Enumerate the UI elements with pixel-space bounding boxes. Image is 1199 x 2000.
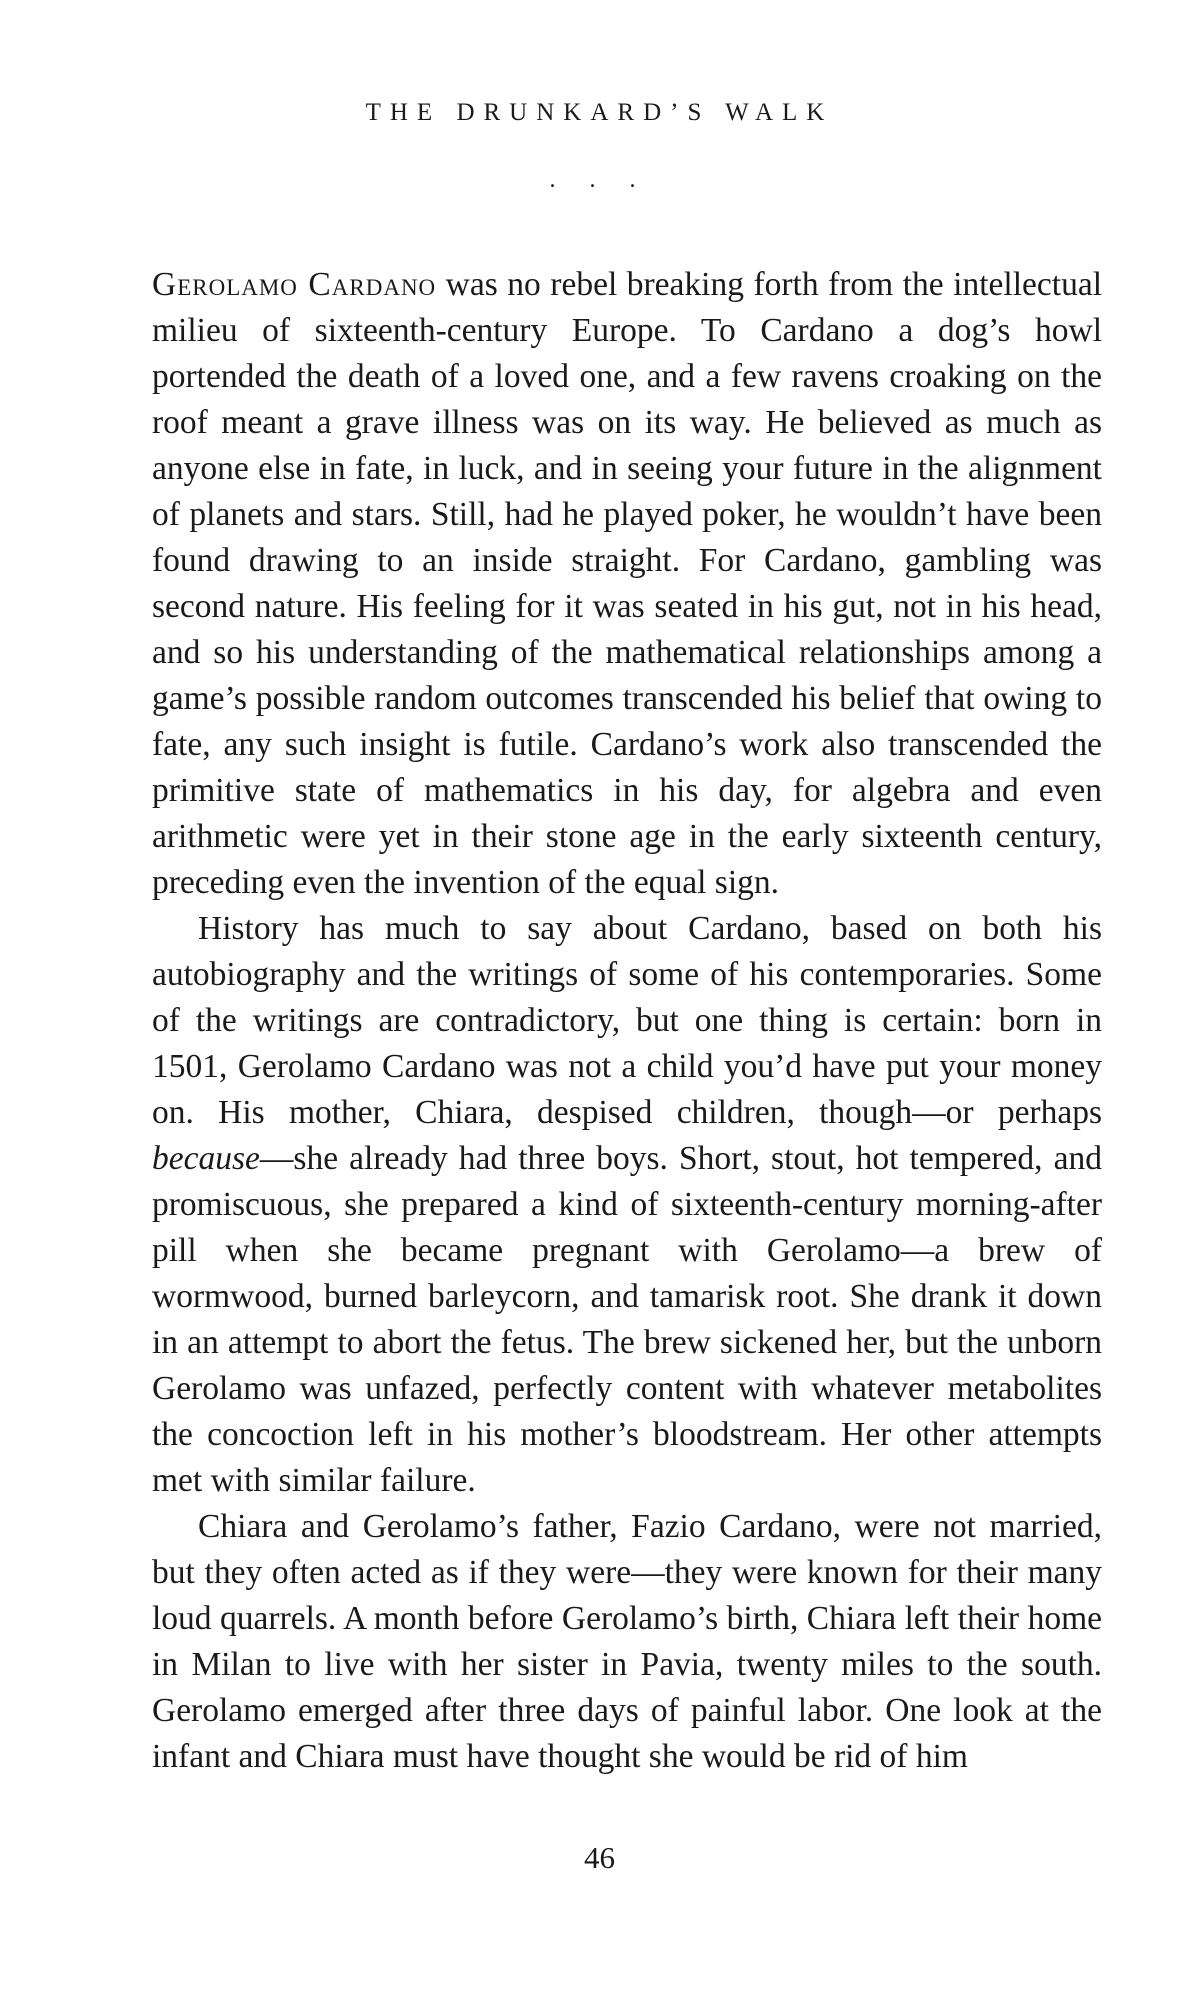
section-break-ornament: . . . bbox=[549, 167, 650, 193]
page-number: 46 bbox=[584, 1840, 615, 1875]
paragraph-2 bbox=[152, 906, 1102, 1504]
paragraph-2-text-before-italic: History has much to say about Cardano, based on both his autobiography and the writings of some of his contemporaries. Some of the writings are contradictory, but one thing is certain: born in 1501, Gerolamo Cardano was not a child you’d have put your money on. His mother, Chiara, despised children, though—or perhaps bbox=[152, 910, 1102, 1131]
running-head: THE DRUNKARD’S WALK bbox=[365, 99, 834, 126]
paragraph-2-italic-word: because bbox=[152, 1140, 260, 1177]
lead-in-small-caps: Gerolamo Cardano bbox=[152, 266, 437, 303]
body-text bbox=[152, 262, 1102, 1780]
paragraph-2-text-after-italic: —she already had three boys. Short, stout, hot tempered, and promiscuous, she prepared a kind of sixteenth-century morning-after pill when she became pregnant with Gerolamo—a brew of wormwood, burned barleycorn, and tamarisk root. She drank it down in an attempt to abort the fetus. The brew sickened her, but the unborn Gerolamo was unfazed, perfectly content with whatever metabolites the concoction left in his mother’s bloodstream. Her other attempts met with similar failure. bbox=[152, 1140, 1102, 1499]
paragraph-3-text: Chiara and Gerolamo’s father, Fazio Cardano, were not married, but they often acted as if they were—they were known for their many loud quarrels. A month before Gerolamo’s birth, Chiara left their home in Milan to live with her sister in Pavia, twenty miles to the south. Gerolamo emerged after three days of painful labor. One look at the infant and Chiara must have thought she would be rid of him bbox=[152, 1508, 1102, 1775]
paragraph-1 bbox=[152, 262, 1102, 906]
paragraph-1-text: was no rebel breaking forth from the intellectual milieu of sixteenth-century Europe. To Cardano a dog’s howl portended the death of a loved one, and a few ravens croaking on the roof meant a grave illness was on its way. He believed as much as anyone else in fate, in luck, and in seeing your future in the alignment of planets and stars. Still, had he played poker, he wouldn’t have been found drawing to an inside straight. For Cardano, gambling was second nature. His feeling for it was seated in his gut, not in his head, and so his understanding of the mathematical relationships among a game’s possible random outcomes transcended his belief that owing to fate, any such insight is futile. Cardano’s work also transcended the primitive state of mathematics in his day, for algebra and even arithmetic were yet in their stone age in the early sixteenth century, preceding even the invention of the equal sign. bbox=[152, 266, 1103, 901]
paragraph-3 bbox=[152, 1504, 1102, 1780]
